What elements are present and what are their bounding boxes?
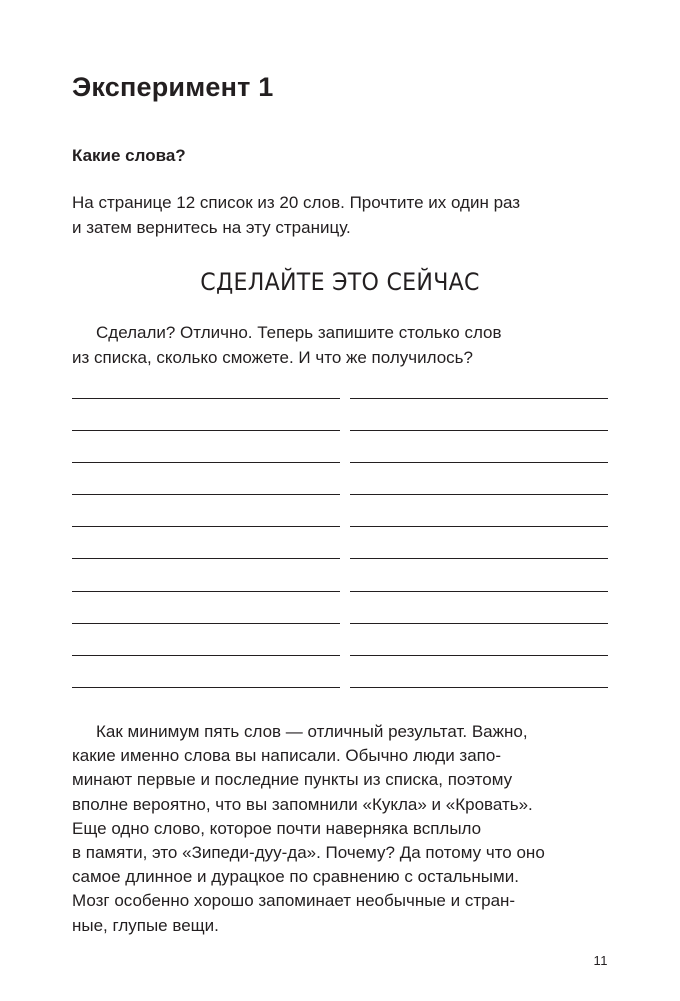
answer-line-row (72, 558, 608, 590)
answer-line-right (350, 558, 608, 559)
prompt-line: из списка, сколько сможете. И что же получилось? (72, 348, 473, 367)
intro-line: и затем вернитесь на эту страницу. (72, 218, 351, 237)
answer-line-right (350, 526, 608, 527)
paragraph-line: в памяти, это «Зипеди-дуу-да». Почему? Да потому что оно (72, 843, 545, 863)
answer-line-left (72, 558, 340, 559)
answer-line-left (72, 687, 340, 688)
explanation-paragraph (72, 720, 617, 938)
prompt-text (72, 320, 612, 370)
answer-lines-area (72, 398, 608, 719)
paragraph-line: Как минимум пять слов — отличный результат. Важно, (96, 722, 528, 741)
prompt-line: Сделали? Отлично. Теперь запишите столько слов (96, 323, 502, 342)
answer-line-right (350, 398, 608, 399)
paragraph-line: самое длинное и дурацкое по сравнению с остальными. (72, 867, 519, 887)
section-subtitle: Какие слова? (72, 146, 186, 165)
answer-line-row (72, 655, 608, 687)
paragraph-line: Мозг особенно хорошо запоминает необычные и стран- (72, 891, 516, 911)
answer-line-left (72, 398, 340, 399)
answer-line-left (72, 526, 340, 527)
answer-line-row (72, 591, 608, 623)
answer-line-left (72, 462, 340, 463)
paragraph-line: минают первые и последние пункты из списка, поэтому (72, 770, 513, 790)
paragraph-line: вполне вероятно, что вы запомнили «Кукла» и «Кровать». (72, 794, 533, 814)
answer-line-right (350, 623, 608, 624)
paragraph-line: ные, глупые вещи. (72, 915, 219, 935)
paragraph-line: Еще одно слово, которое почти наверняка всплыло (72, 818, 482, 838)
answer-line-right (350, 655, 608, 656)
paragraph-line: какие именно слова вы написали. Обычно люди запо- (72, 746, 501, 766)
answer-line-right (350, 494, 608, 495)
do-now-heading: СДЕЛАЙТЕ ЭТО СЕЙЧАС (200, 268, 480, 296)
answer-line-left (72, 591, 340, 592)
answer-line-row (72, 526, 608, 558)
answer-line-row (72, 494, 608, 526)
answer-line-left (72, 623, 340, 624)
answer-line-right (350, 462, 608, 463)
answer-line-row (72, 623, 608, 655)
experiment-title: Эксперимент 1 (72, 72, 274, 102)
intro-text (72, 190, 612, 240)
answer-line-right (350, 591, 608, 592)
answer-line-row (72, 398, 608, 430)
intro-line: На странице 12 список из 20 слов. Прочтите их один раз (72, 193, 521, 212)
answer-line-row (72, 430, 608, 462)
answer-line-left (72, 430, 340, 431)
answer-line-left (72, 655, 340, 656)
page-number: 11 (593, 953, 608, 968)
answer-line-left (72, 494, 340, 495)
answer-line-right (350, 430, 608, 431)
answer-line-row (72, 462, 608, 494)
answer-line-right (350, 687, 608, 688)
answer-line-row (72, 687, 608, 719)
